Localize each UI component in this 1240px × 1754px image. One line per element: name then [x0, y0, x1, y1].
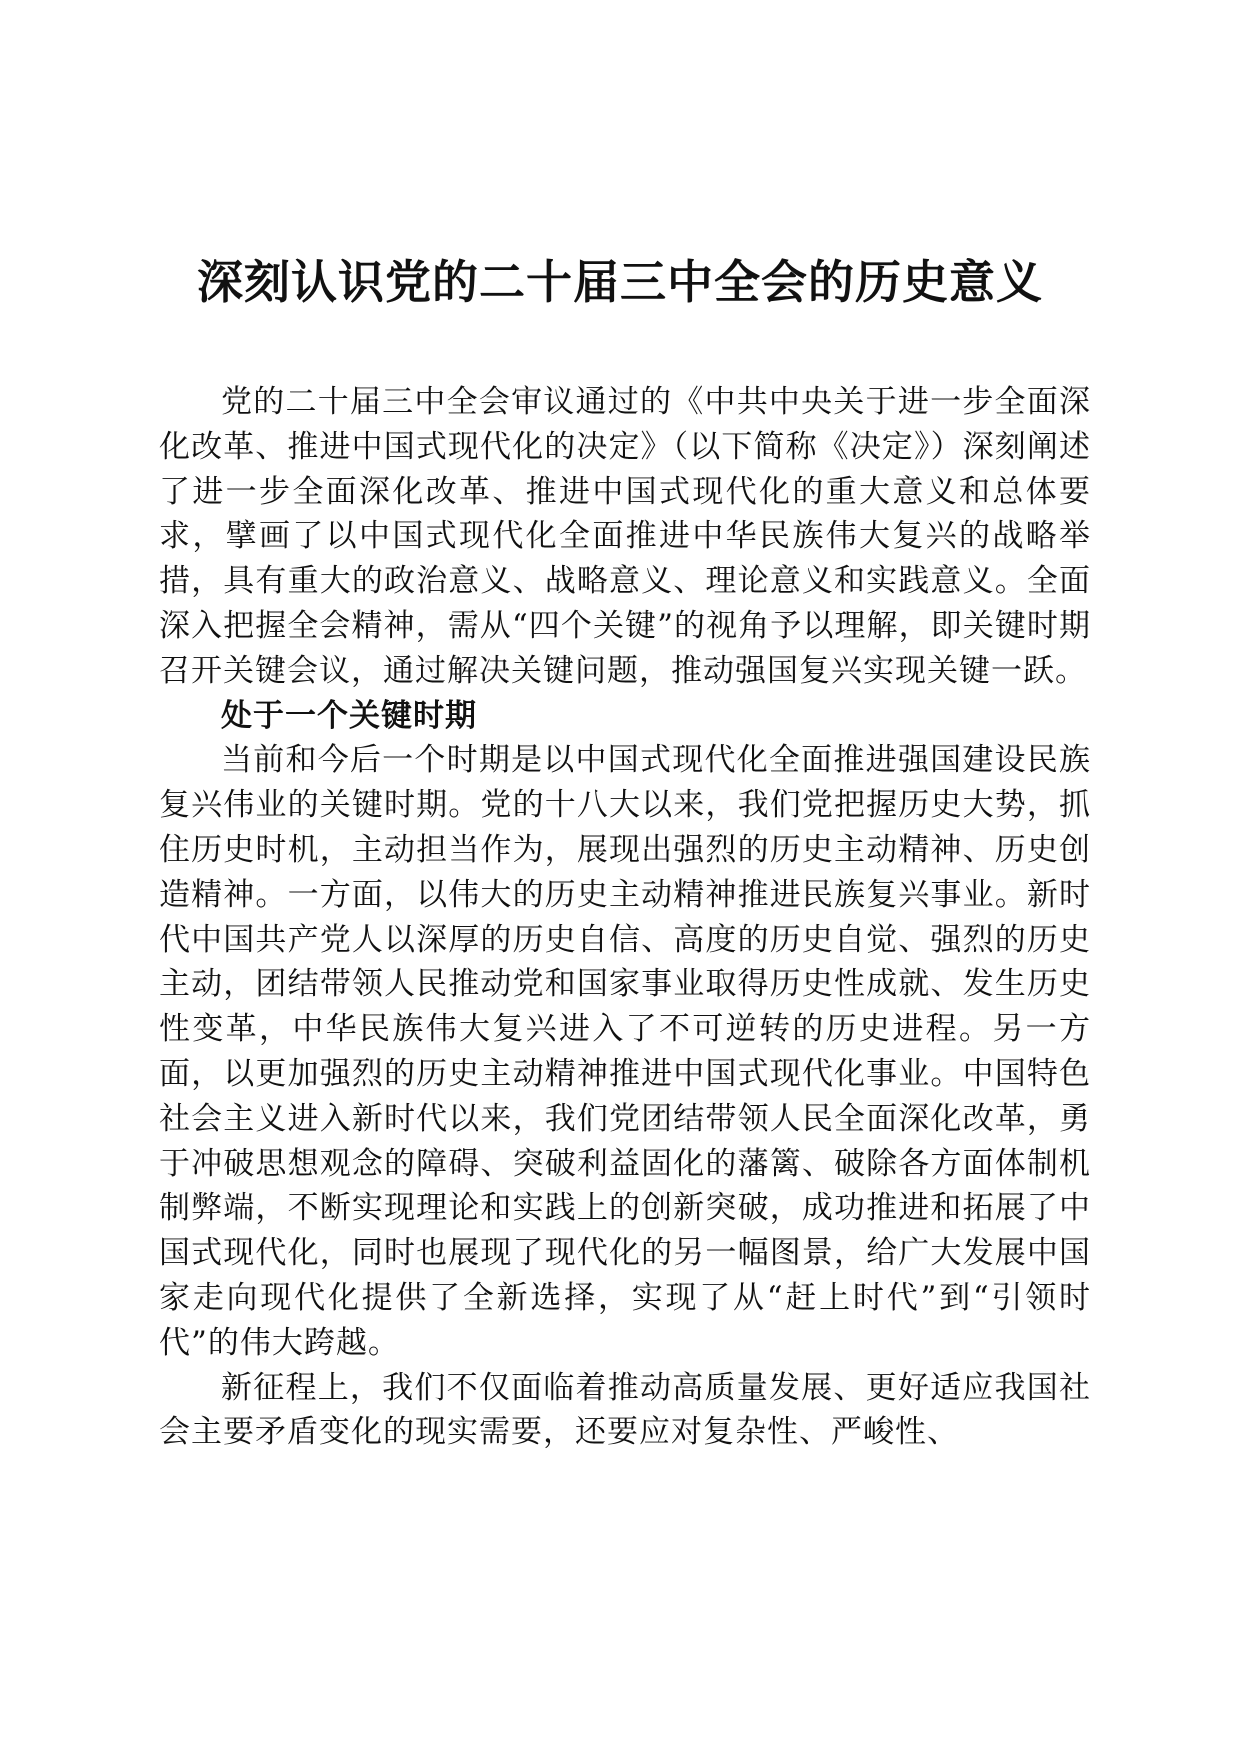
section-heading: 处于一个关键时期 — [221, 697, 477, 734]
document-body — [159, 380, 1091, 1455]
section-paragraph: 当前和今后一个时期是以中国式现代化全面推进强国建设民族复兴伟业的关键时期。党的十八大以来，我们党把握历史大势，抓住历史时机，主动担当作为，展现出强烈的历史主动精神、历史创造精神。一方面，以伟大的历史主动精神推进民族复兴事业。新时代中国共产党人以深厚的历史自信、高度的历史自觉、强烈的历史主动，团结带领人民推动党和国家事业取得历史性成就、发生历史性变革，中华民族伟大复兴进入了不可逆转的历史进程。另一方面，以更加强烈的历史主动精神推进中国式现代化事业。中国特色社会主义进入新时代以来，我们党团结带领人民全面深化改革，勇于冲破思想观念的障碍、突破利益固化的藩篱、破除各方面体制机制弊端，不断实现理论和实践上的创新突破，成功推进和拓展了中国式现代化，同时也展现了现代化的另一幅图景，给广大发展中国家走向现代化提供了全新选择，实现了从“赶上时代”到“引领时代”的伟大跨越。 — [159, 742, 1091, 1361]
section-paragraph: 新征程上，我们不仅面临着推动高质量发展、更好适应我国社会主要矛盾变化的现实需要，还要应对复杂性、严峻性、 — [159, 1369, 1091, 1451]
intro-paragraph: 党的二十届三中全会审议通过的《中共中央关于进一步全面深化改革、推进中国式现代化的决定》（以下简称《决定》）深刻阐述了进一步全面深化改革、推进中国式现代化的重大意义和总体要求，擘画了以中国式现代化全面推进中华民族伟大复兴的战略举措，具有重大的政治意义、战略意义、理论意义和实践意义。全面深入把握全会精神，需从“四个关键”的视角予以理解，即关键时期召开关键会议，通过解决关键问题，推动强国复兴实现关键一跃。 — [159, 384, 1091, 689]
document-title: 深刻认识党的二十届三中全会的历史意义 — [197, 255, 1043, 309]
